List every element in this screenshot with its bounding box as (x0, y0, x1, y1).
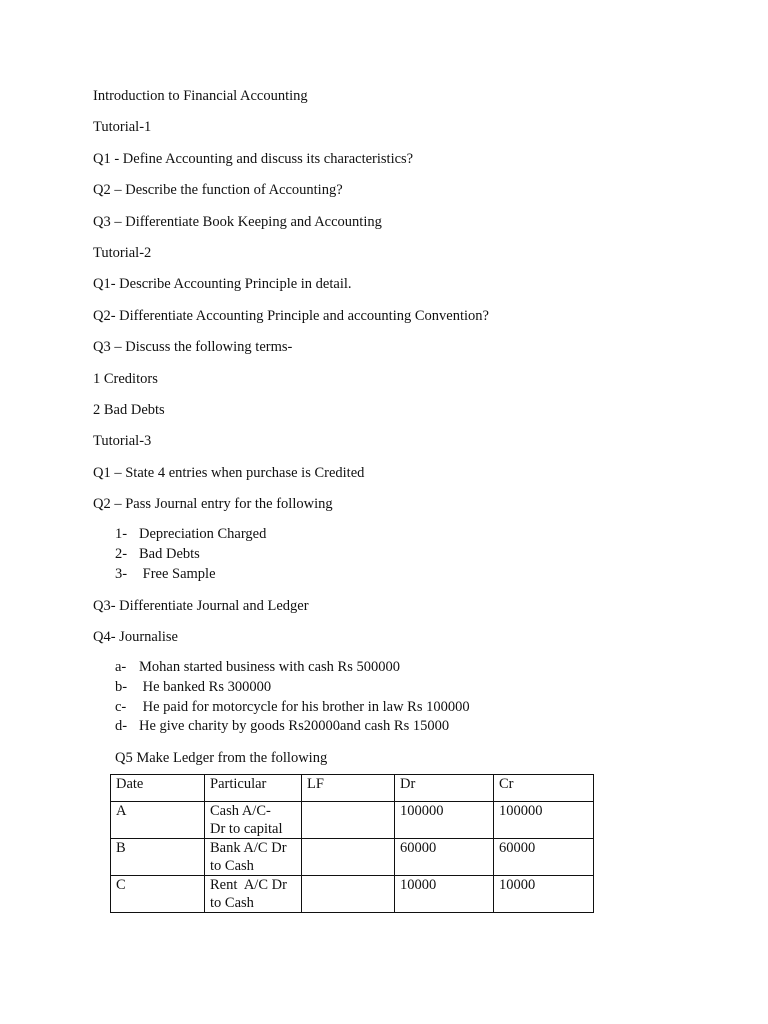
list-marker: d- (115, 718, 128, 735)
cell-date: C (111, 876, 205, 913)
cell-particular (205, 839, 302, 876)
cell-lf (302, 802, 395, 839)
particular-line: Rent A/C Dr (210, 877, 287, 894)
journalise-list (93, 658, 713, 737)
journal-entry-list (93, 525, 713, 584)
cell-dr: 100000 (395, 802, 494, 839)
question-line: Q3 – Discuss the following terms- (93, 339, 293, 356)
list-marker: 3- (115, 565, 128, 582)
list-text: He paid for motorcycle for his brother in law Rs 100000 (139, 698, 470, 715)
table-row (111, 876, 594, 913)
question-line: Q2 – Describe the function of Accounting? (93, 182, 343, 199)
list-text: Bad Debts (139, 546, 200, 563)
table-row (111, 802, 594, 839)
list-text: Free Sample (139, 565, 216, 582)
question-line: Q3- Differentiate Journal and Ledger (93, 597, 309, 614)
term-line: 2 Bad Debts (93, 401, 165, 418)
list-item (93, 525, 713, 545)
question-line: Q3 – Differentiate Book Keeping and Accounting (93, 213, 382, 230)
cell-dr: 10000 (395, 876, 494, 913)
header-particular: Particular (205, 775, 302, 802)
cell-lf (302, 876, 395, 913)
question-line: Q2 – Pass Journal entry for the following (93, 496, 333, 513)
term-line: 1 Creditors (93, 370, 158, 387)
list-marker: 1- (115, 526, 128, 543)
document-page (93, 86, 713, 913)
list-text: Mohan started business with cash Rs 500000 (139, 659, 400, 676)
tutorial-1-heading: Tutorial-1 (93, 119, 152, 136)
list-marker: 2- (115, 546, 128, 563)
particular-line: Dr to capital (210, 820, 283, 837)
list-item (93, 545, 713, 565)
list-marker: b- (115, 679, 128, 695)
cell-lf (302, 839, 395, 876)
list-marker: c- (115, 698, 127, 715)
list-item (93, 698, 713, 718)
ledger-table (110, 774, 594, 913)
list-item (93, 658, 713, 678)
cell-particular (205, 876, 302, 913)
cell-particular (205, 802, 302, 839)
tutorial-3-heading: Tutorial-3 (93, 433, 152, 450)
header-date: Date (111, 775, 205, 802)
list-item (93, 565, 713, 585)
list-marker: a- (115, 659, 127, 676)
question-line: Q1 - Define Accounting and discuss its characteristics? (93, 150, 414, 167)
cell-dr: 60000 (395, 839, 494, 876)
particular-line: Bank A/C Dr (210, 840, 287, 857)
question-line: Q1- Describe Accounting Principle in detail. (93, 276, 352, 293)
table-row (111, 839, 594, 876)
header-dr: Dr (395, 775, 494, 802)
question-line: Q1 – State 4 entries when purchase is Credited (93, 464, 365, 481)
particular-line: to Cash (210, 857, 254, 874)
header-lf: LF (302, 775, 395, 802)
cell-cr: 10000 (494, 876, 594, 913)
table-header-row (111, 775, 594, 802)
list-item (93, 678, 713, 698)
header-cr: Cr (494, 775, 594, 802)
cell-cr: 100000 (494, 802, 594, 839)
particular-line: to Cash (210, 894, 254, 911)
list-text: Depreciation Charged (139, 526, 267, 543)
tutorial-2-heading: Tutorial-2 (93, 244, 152, 261)
ledger-question: Q5 Make Ledger from the following (115, 750, 328, 767)
list-text: He banked Rs 300000 (139, 679, 272, 695)
list-item (93, 717, 713, 737)
question-line: Q2- Differentiate Accounting Principle and accounting Convention? (93, 307, 489, 324)
question-line: Q4- Journalise (93, 628, 178, 645)
document-title: Introduction to Financial Accounting (93, 88, 308, 104)
cell-date: A (111, 802, 205, 839)
cell-date: B (111, 839, 205, 876)
list-text: He give charity by goods Rs20000and cash Rs 15000 (139, 718, 450, 735)
particular-line: Cash A/C- (210, 803, 271, 820)
cell-cr: 60000 (494, 839, 594, 876)
